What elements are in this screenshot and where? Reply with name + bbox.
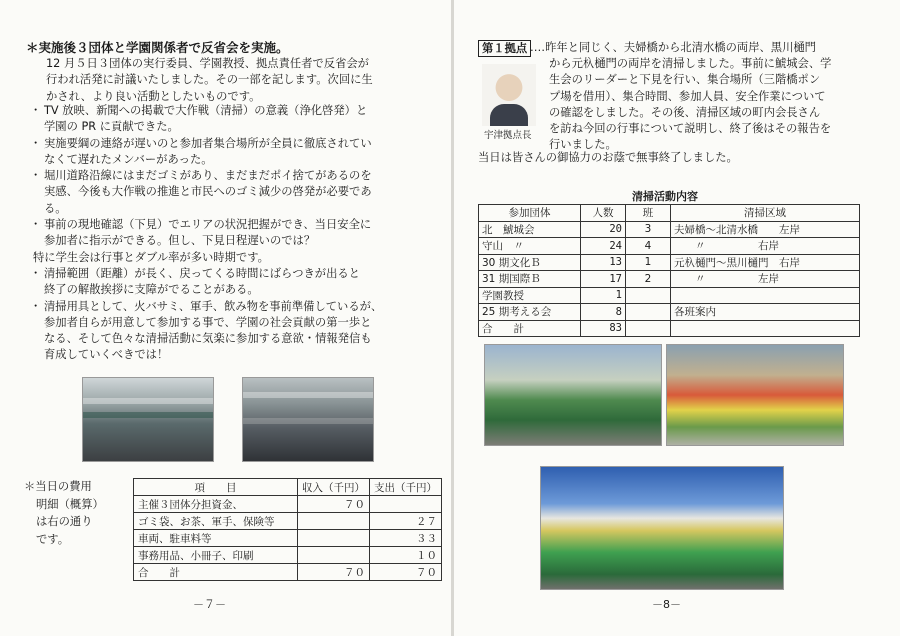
table-row: 31 期国際Ｂ 17 2 〃 左岸 — [479, 271, 860, 288]
feedback-list — [33, 103, 382, 364]
leader-portrait — [482, 64, 536, 126]
table-header-row: 参加団体 人数 班 清掃区域 — [479, 205, 860, 222]
list-item: ・ 堀川道路沿線にはまだゴミがあり、まだまだポイ捨てがあるのを 実感、今後も大作戦の推進と市民へのゴミ減少の啓発が必要であ る。 — [33, 168, 382, 217]
right-page-content — [454, 0, 900, 636]
meeting-photo — [242, 377, 374, 462]
list-item: ・ 実施要綱の連絡が遅いのと参加者集合場所が全員に徹底されてい なくて遅れたメンバーがあった。 — [33, 136, 382, 169]
table-row: 北 鯱城会 20 3 夫婦橋～北清水橋 左岸 — [479, 221, 860, 238]
activity-table — [478, 204, 860, 337]
list-item: ・ 事前の現地確認（下見）でエリアの状況把握ができ、当日安全に 参加者に指示ができる。但し、下見日程遅いのでは？ 特に学生会は行事とダブル率が多い時期です。 — [33, 217, 382, 266]
meeting-photo — [82, 377, 214, 462]
location-paragraph: から元杁樋門の両岸を清掃しました。事前に鯱城会、学 生会のリーダーと下見を行い、集合場所（三階橋ポン プ場を借用）、集合時間、参加人員、安全作業について の確認をしました。その後、清掃区域の町内会長さん を訪ね今回の行事について説明し、終了後はその報告を 行いました。 — [549, 57, 832, 152]
table-row: 主催３団体分担資金、 ７０ — [134, 496, 442, 513]
closing-line: 当日は皆さんの御協力のお蔭で無事終了しました。 — [478, 151, 738, 164]
intro-line: かされ、より良い活動としたいものです。 — [46, 89, 261, 103]
page-number: －8－ — [652, 598, 681, 611]
location-badge: 第１拠点 — [478, 40, 531, 57]
list-item: ・ 清掃用具として、火バサミ、軍手、飲み物を事前準備しているが、 参加者自らが用意して参加する事で、学園の社会貢献の第一歩と なる、そして色々な清掃活動に気楽に参加する意欲・情報発信も 育成していくべきでは！ — [33, 299, 382, 364]
location-text-first: ‥‥昨年と同じく、夫婦橋から北清水橋の両岸、黒川樋門 — [530, 41, 816, 54]
intro-line: 12 月５日３団体の実行委員、学園教授、拠点責任者で反省会が — [46, 57, 369, 70]
table-row: ゴミ袋、お茶、軍手、保険等 ２７ — [134, 513, 442, 530]
table-total-row: 合 計 ７０ ７０ — [134, 564, 442, 581]
table-row: 30 期文化Ｂ 13 1 元杁樋門～黒川樋門 右岸 — [479, 254, 860, 271]
list-item: ・ TV 放映、新聞への掲載で大作戦（清掃）の意義（浄化啓発）と 学園の PR に貢献できた。 — [33, 103, 382, 136]
table-row: 学園教授 1 — [479, 287, 860, 304]
intro-line: 行われ活発に討議いたしました。その一部を記します。次回に生 — [46, 73, 373, 87]
activity-table-title: 清掃活動内容 — [632, 190, 698, 203]
page-number: －７－ — [193, 598, 226, 611]
table-row: 守山 〃 24 4 〃 右岸 — [479, 238, 860, 255]
table-header-row: 項 目 収入（千円） 支出（千円） — [134, 479, 442, 496]
table-total-row: 合 計 83 — [479, 320, 860, 337]
table-row: 車両、駐車料等 ３３ — [134, 530, 442, 547]
portrait-caption: 宇津拠点長 — [484, 130, 532, 141]
list-item: ・ 清掃範囲（距離）が長く、戻ってくる時間にばらつきが出ると 終了の解散挨拶に支障がでることがある。 — [33, 266, 382, 299]
group-photo — [666, 344, 844, 446]
group-photo — [484, 344, 662, 446]
intro-paragraph — [46, 56, 373, 105]
section-heading: ＊実施後３団体と学園関係者で反省会を実施。 — [26, 40, 289, 55]
cost-label: ＊当日の費用 明細（概算） は右の通り です。 — [24, 480, 104, 546]
table-row: 25 期考える会 8 各班案内 — [479, 304, 860, 321]
table-row: 事務用品、小冊子、印刷 １０ — [134, 547, 442, 564]
group-photo — [540, 466, 784, 590]
cost-table — [133, 478, 442, 581]
